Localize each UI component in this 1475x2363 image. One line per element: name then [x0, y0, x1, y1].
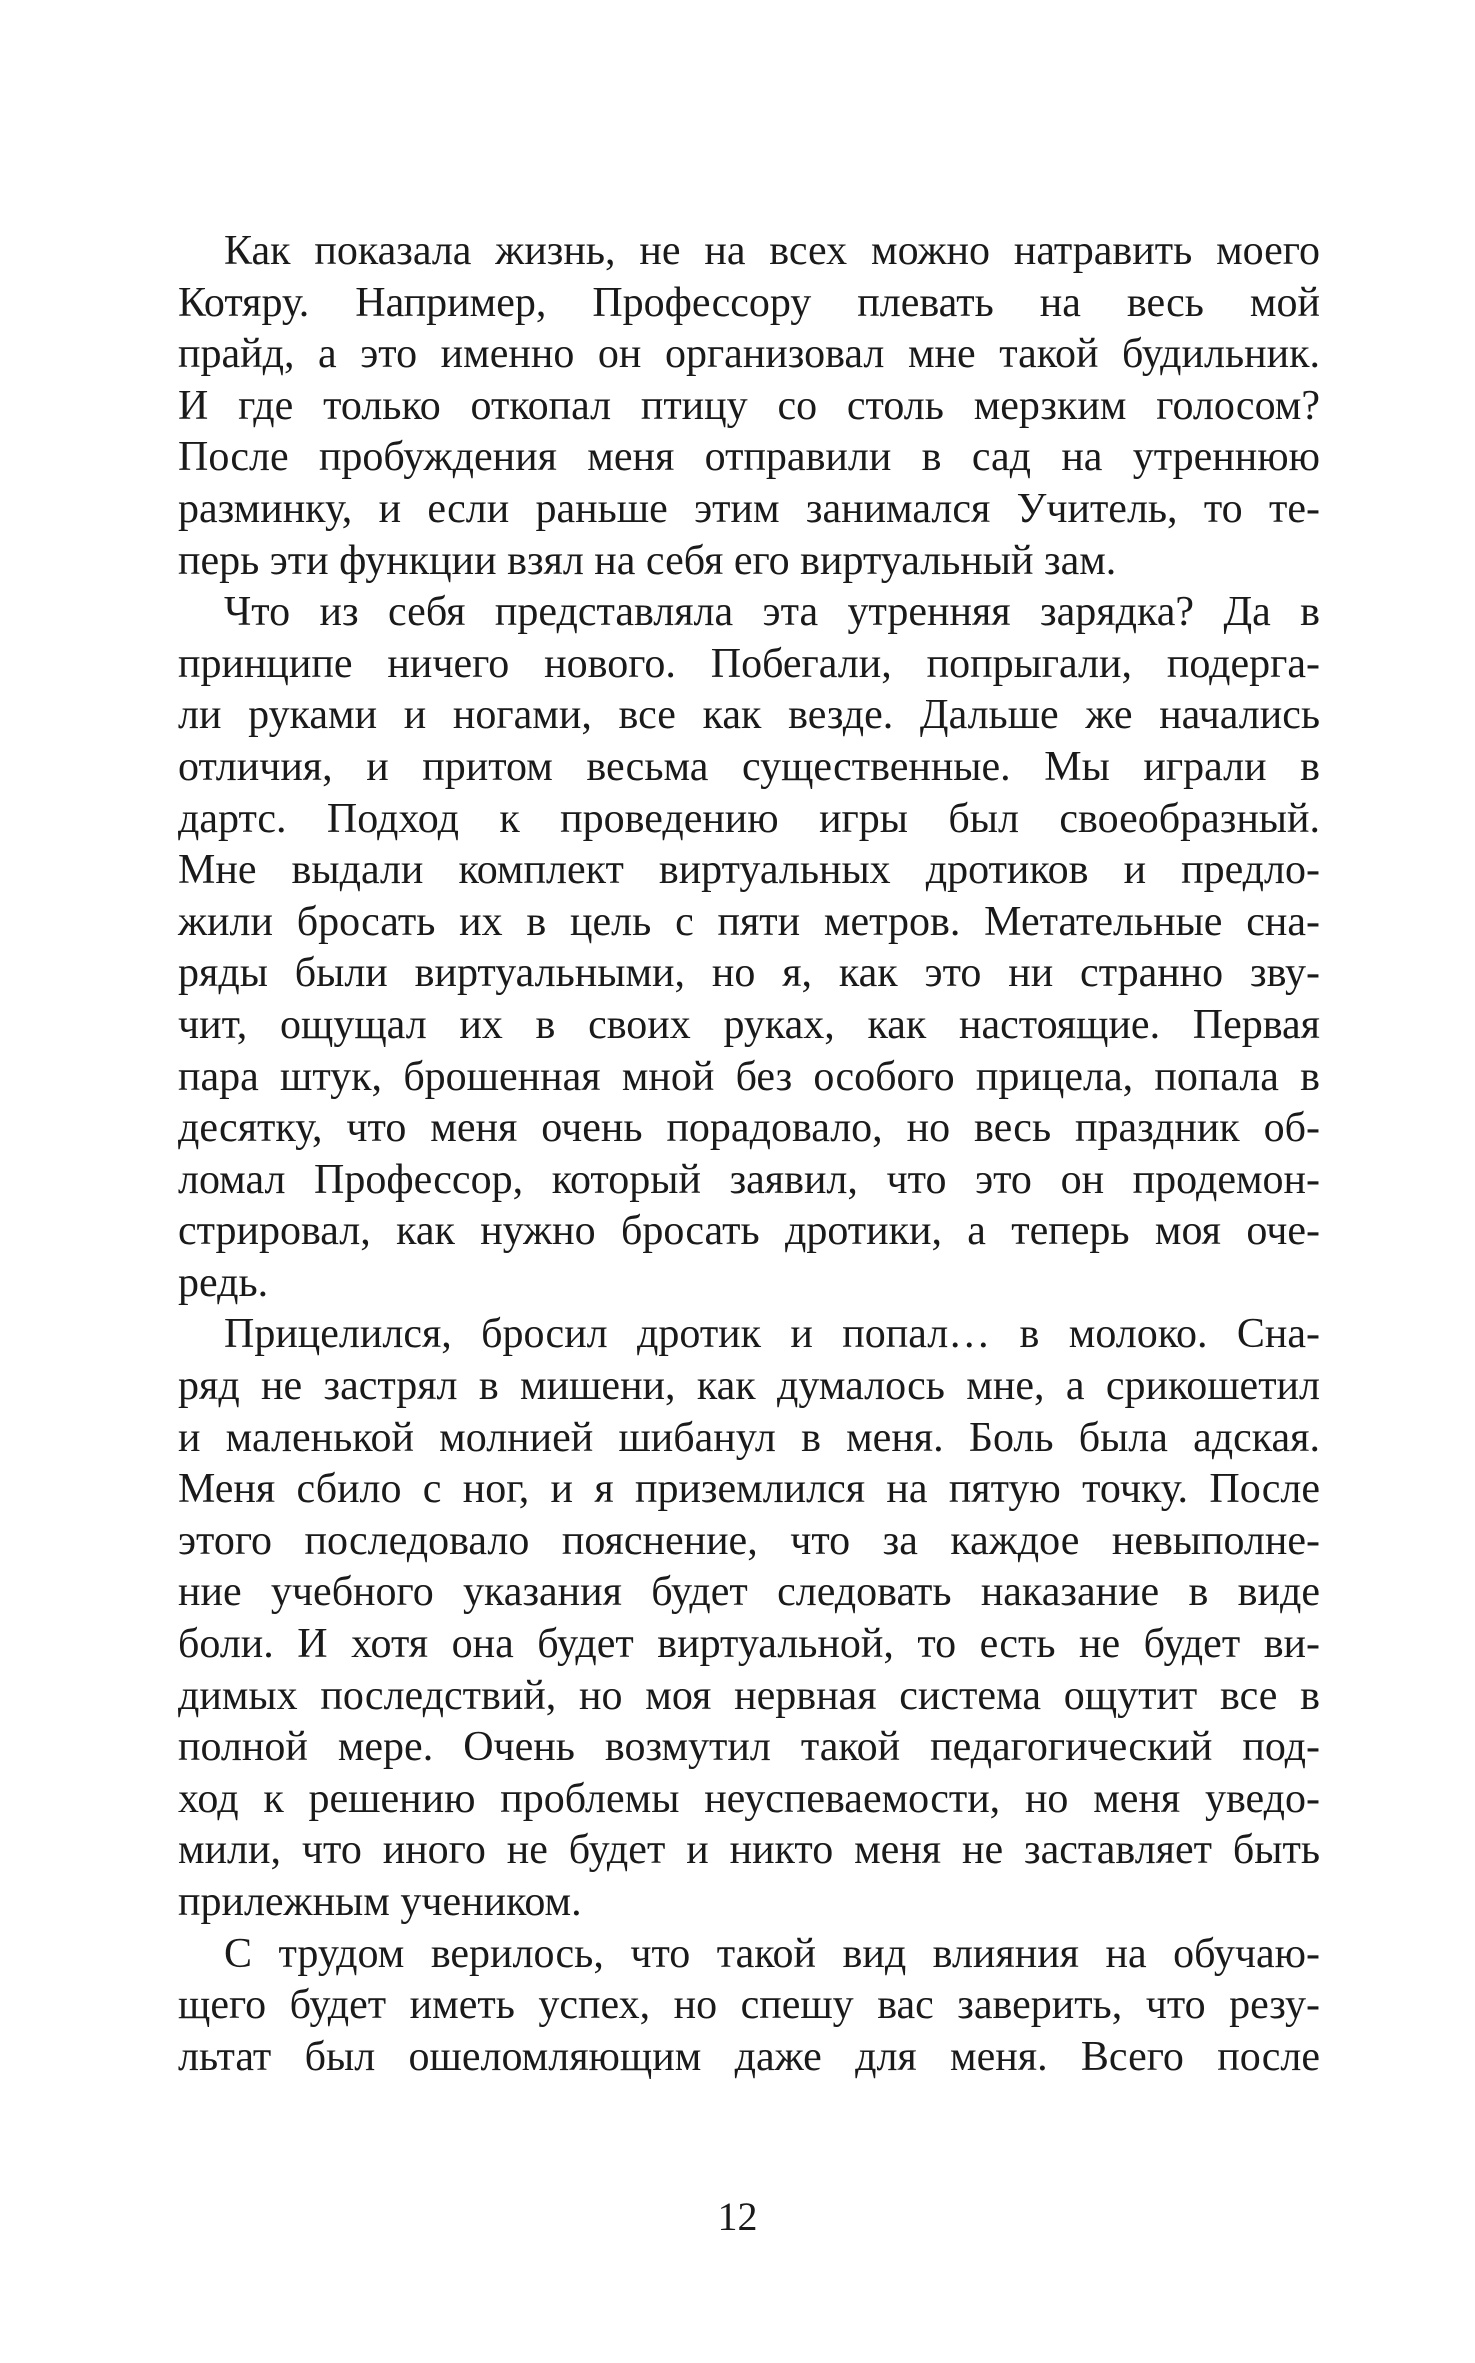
- text-line: отличия, и притом весьма существенные. Мы играли в: [178, 743, 1320, 790]
- text-line: мили, что иного не будет и никто меня не заставляет быть: [178, 1827, 1320, 1874]
- text-line: Что из себя представляла эта утренняя зарядка? Да в: [224, 589, 1320, 636]
- text-line: разминку, и если раньше этим занимался Учитель, то те-: [178, 485, 1320, 532]
- text-line: прилежным учеником.: [178, 1879, 582, 1925]
- body-text: [178, 226, 1320, 2083]
- text-line: После пробуждения меня отправили в сад на утреннюю: [178, 434, 1320, 481]
- page-number: 12: [717, 2194, 758, 2239]
- text-line: ломал Профессор, который заявил, что это он продемон-: [178, 1156, 1320, 1203]
- text-line: чит, ощущал их в своих руках, как настоящие. Первая: [178, 1001, 1320, 1048]
- text-line: полной мере. Очень возмутил такой педагогический под-: [178, 1724, 1320, 1771]
- text-line: Прицелился, бросил дротик и попал… в молоко. Сна-: [224, 1311, 1320, 1358]
- text-line: Котяру. Например, Профессору плевать на весь мой: [178, 279, 1320, 326]
- text-line: перь эти функции взял на себя его виртуальный зам.: [178, 537, 1117, 584]
- text-line: ряды были виртуальными, но я, как это ни странно зву-: [178, 950, 1320, 997]
- text-line: пара штук, брошенная мной без особого прицела, попала в: [178, 1053, 1320, 1100]
- text-line: и маленькой молнией шибанул в меня. Боль была адская.: [178, 1414, 1320, 1461]
- text-line: этого последовало пояснение, что за каждое невыполне-: [178, 1517, 1320, 1564]
- text-line: Меня сбило с ног, и я приземлился на пятую точку. После: [178, 1466, 1320, 1513]
- text-line: боли. И хотя она будет виртуальной, то есть не будет ви-: [178, 1621, 1320, 1668]
- text-line: ли руками и ногами, все как везде. Дальше же начались: [178, 692, 1320, 739]
- text-line: редь.: [178, 1259, 269, 1306]
- paragraph: [178, 587, 1320, 1309]
- text-line: димых последствий, но моя нервная система ощутит все в: [178, 1672, 1320, 1719]
- text-line: прайд, а это именно он организовал мне такой будильник.: [178, 331, 1320, 378]
- text-line: Как показала жизнь, не на всех можно натравить моего: [224, 228, 1320, 274]
- text-line: ние учебного указания будет следовать наказание в виде: [178, 1569, 1320, 1616]
- text-line: десятку, что меня очень порадовало, но весь праздник об-: [178, 1105, 1320, 1152]
- paragraph: [178, 1309, 1320, 1928]
- text-line: С трудом верилось, что такой вид влияния на обучаю-: [224, 1930, 1320, 1977]
- text-line: ход к решению проблемы неуспеваемости, но меня уведо-: [178, 1775, 1320, 1822]
- text-line: Мне выдали комплект виртуальных дротиков и предло-: [178, 847, 1320, 894]
- paragraph: [178, 1929, 1320, 2084]
- text-line: льтат был ошеломляющим даже для меня. Всего после: [178, 2033, 1320, 2080]
- text-line: стрировал, как нужно бросать дротики, а теперь моя оче-: [178, 1208, 1320, 1255]
- text-line: щего будет иметь успех, но спешу вас заверить, что резу-: [178, 1982, 1320, 2029]
- text-line: ряд не застрял в мишени, как думалось мне, а срикошетил: [178, 1363, 1320, 1410]
- text-line: принципе ничего нового. Побегали, попрыгали, подерга-: [178, 640, 1320, 687]
- text-line: дартс. Подход к проведению игры был своеобразный.: [178, 795, 1320, 842]
- paragraph: [178, 226, 1320, 587]
- text-line: жили бросать их в цель с пяти метров. Метательные сна-: [178, 898, 1320, 945]
- text-line: И где только откопал птицу со столь мерзким голосом?: [178, 382, 1320, 429]
